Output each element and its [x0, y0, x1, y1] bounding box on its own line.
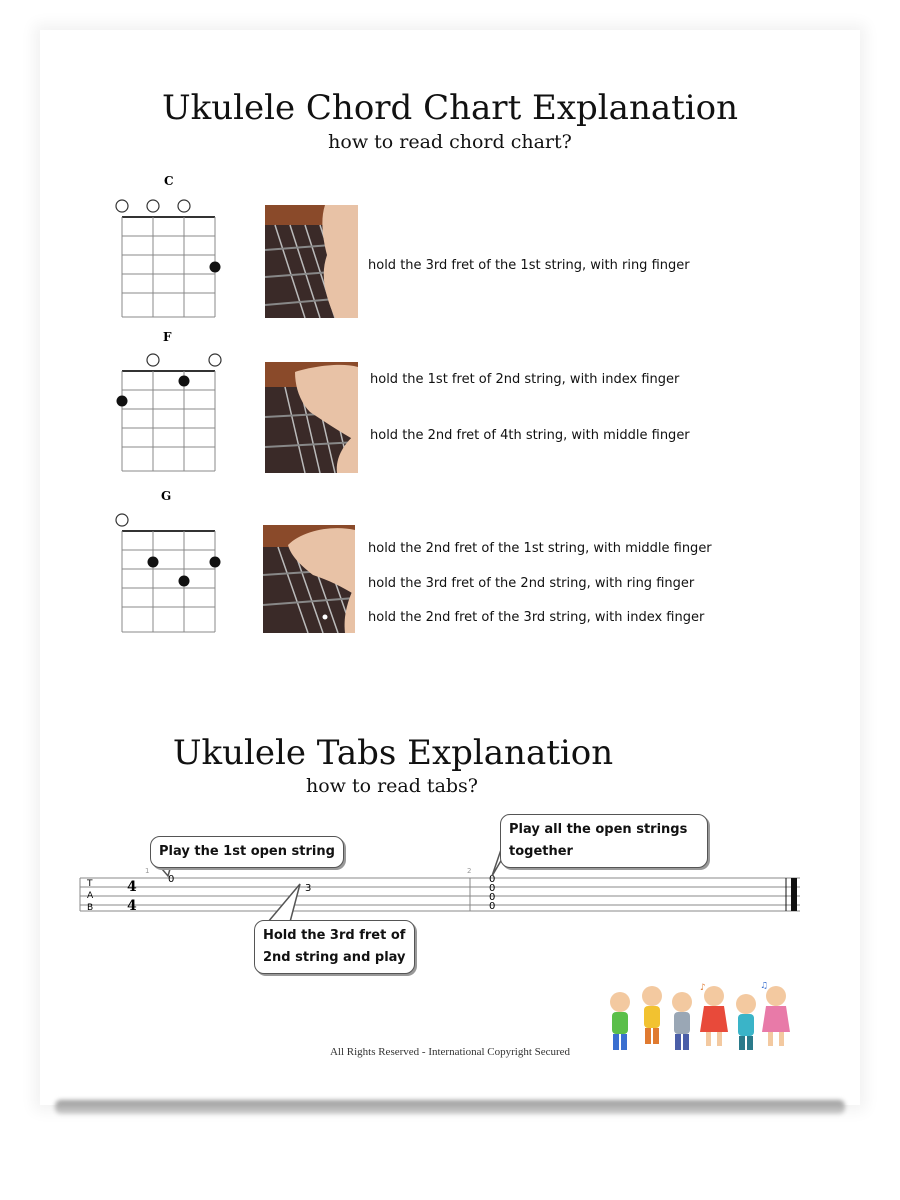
callout-all-open-line-1: Play all the open strings — [509, 822, 688, 837]
callout-third-fret — [254, 920, 415, 974]
tab-chord-note: 0 — [489, 892, 496, 903]
tabs-subtitle: how to read tabs? — [305, 775, 478, 797]
chord-name-f: F — [163, 330, 172, 344]
tab-chord-note: 0 — [489, 901, 496, 912]
chord-chart-subtitle: how to read chord chart? — [328, 131, 572, 153]
callout-all-open — [500, 814, 708, 868]
instruction-g-3: hold the 2nd fret of the 3rd string, with index finger — [368, 610, 705, 625]
measure-number-1: 1 — [145, 867, 150, 875]
tab-chord-note: 0 — [489, 874, 496, 885]
callout-third-fret-line-1: Hold the 3rd fret of — [263, 928, 406, 943]
copyright-footer: All Rights Reserved - International Copyright Secured — [329, 1046, 571, 1058]
time-sig-bottom: 4 — [127, 898, 137, 914]
callout-open-string-text: Play the 1st open string — [159, 844, 335, 859]
measure-number-2: 2 — [467, 867, 472, 875]
time-sig-top: 4 — [127, 879, 137, 895]
chord-name-c: C — [164, 174, 174, 188]
instruction-f-2: hold the 2nd fret of 4th string, with middle finger — [370, 428, 690, 443]
tabs-title: Ukulele Tabs Explanation — [172, 733, 614, 773]
instruction-g-2: hold the 3rd fret of the 2nd string, with ring finger — [368, 576, 695, 591]
svg-text:♪: ♪ — [700, 983, 706, 993]
tab-note-open: 0 — [168, 874, 175, 885]
instruction-c-1: hold the 3rd fret of the 1st string, with ring finger — [368, 258, 690, 273]
tab-letter-t: T — [87, 879, 93, 889]
callout-all-open-line-2: together — [509, 844, 573, 859]
chord-chart-title: Ukulele Chord Chart Explanation — [161, 88, 739, 128]
chord-name-g: G — [161, 489, 172, 503]
callout-third-fret-line-2: 2nd string and play — [263, 950, 406, 965]
tab-chord-note: 0 — [489, 883, 496, 894]
callout-open-string — [150, 836, 344, 868]
instruction-g-1: hold the 2nd fret of the 1st string, with middle finger — [368, 541, 712, 556]
svg-text:♫: ♫ — [760, 982, 769, 991]
instruction-f-1: hold the 1st fret of 2nd string, with index finger — [370, 372, 680, 387]
tab-letter-b: B — [87, 903, 94, 913]
tab-letter-a: A — [87, 891, 94, 901]
tab-note-third-fret: 3 — [305, 883, 312, 894]
